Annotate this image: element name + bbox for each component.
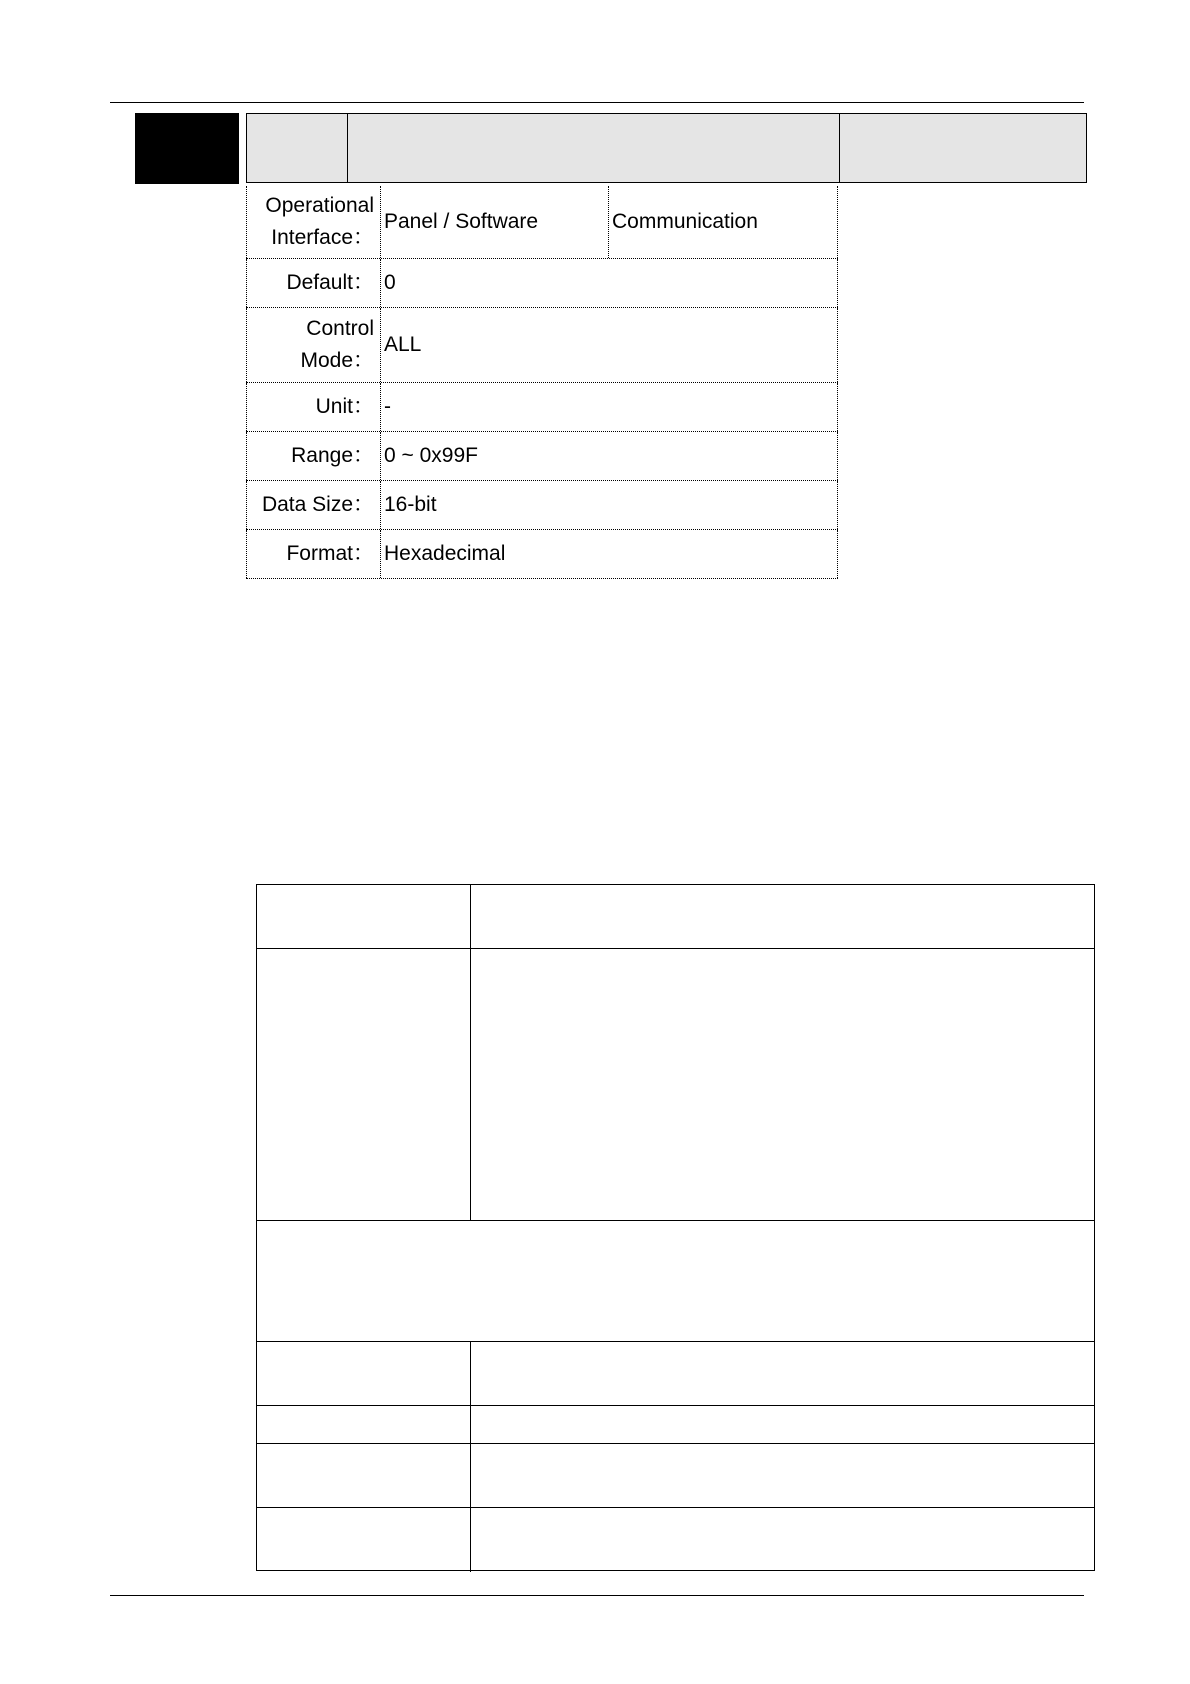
param-row-data-size — [246, 481, 838, 530]
param-label-line: Default： — [286, 271, 374, 294]
param-label — [246, 308, 381, 382]
param-label-line: Operational — [265, 194, 374, 217]
header-cell-name — [347, 113, 840, 183]
param-value — [381, 186, 838, 258]
param-label-line: Mode： — [300, 349, 374, 372]
param-value: - — [381, 383, 838, 431]
header-rule — [110, 102, 1084, 103]
param-label — [246, 383, 381, 431]
param-value-panel: Panel / Software — [381, 186, 609, 258]
table-row-divider — [257, 1220, 1094, 1221]
param-row-control-mode — [246, 308, 838, 383]
header-cell-address — [839, 113, 1087, 183]
param-label — [246, 259, 381, 307]
param-row-unit — [246, 383, 838, 432]
table-column-divider — [470, 1341, 471, 1572]
param-label-line: Format： — [286, 542, 374, 565]
table-row-divider — [257, 1341, 1094, 1342]
param-label-line: Control — [306, 317, 374, 340]
param-label — [246, 186, 381, 258]
param-value-communication: Communication — [612, 210, 758, 233]
table-row-divider — [257, 1507, 1094, 1508]
param-row-interface — [246, 186, 838, 259]
table-row-divider — [257, 1405, 1094, 1406]
parameter-code-box — [135, 113, 239, 184]
param-label-line: Interface： — [271, 226, 374, 249]
param-value: 16-bit — [381, 481, 838, 529]
param-value: 0 ~ 0x99F — [381, 432, 838, 480]
param-label — [246, 530, 381, 578]
param-label — [246, 481, 381, 529]
table-row-divider — [257, 1443, 1094, 1444]
header-cell-code — [246, 113, 348, 183]
param-value: ALL — [381, 308, 838, 382]
param-label — [246, 432, 381, 480]
footer-rule — [110, 1595, 1084, 1596]
param-value: Hexadecimal — [381, 530, 838, 578]
param-label-line: Range： — [291, 444, 374, 467]
param-value: 0 — [381, 259, 838, 307]
settings-description-table — [256, 884, 1095, 1571]
param-row-default — [246, 259, 838, 308]
table-row-divider — [257, 948, 1094, 949]
param-row-range — [246, 432, 838, 481]
param-row-format — [246, 530, 838, 579]
param-label-line: Data Size： — [261, 493, 374, 516]
parameter-attribute-table — [246, 186, 838, 579]
param-label-line: Unit： — [315, 395, 374, 418]
table-column-divider — [470, 885, 471, 1220]
